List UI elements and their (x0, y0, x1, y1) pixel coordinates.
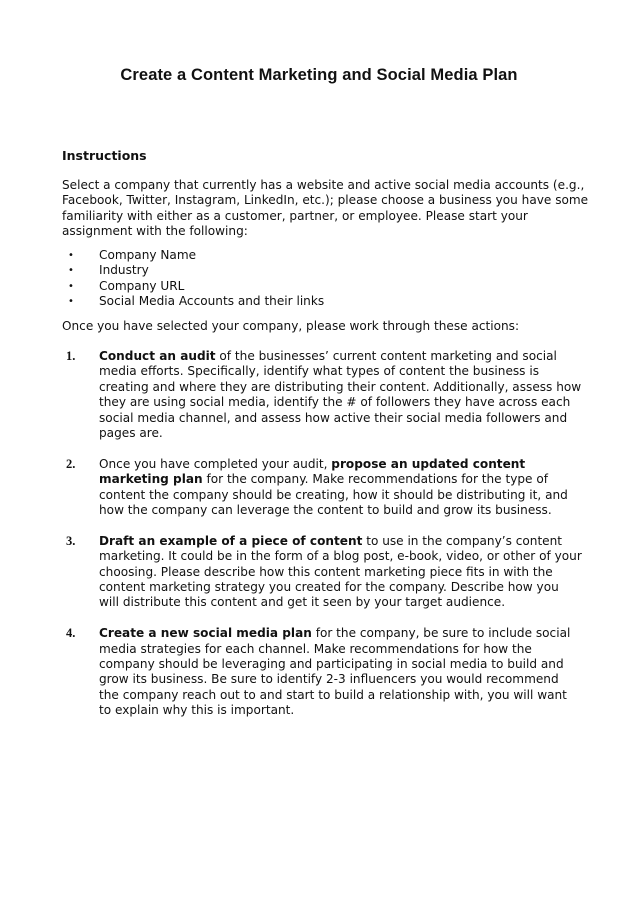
action-text-post: to use in the company’s content marketing. It could be in the form of a blog post, e-book, video, or other of your choosing. Please describe how this content marketing piece fits in with the content marketing strategy you created for the company. Describe how you will distribute this content and get it seen by your target audience. (99, 533, 582, 610)
bullet-icon: • (68, 280, 74, 292)
list-item-text: Company URL (99, 278, 185, 293)
list-item (62, 279, 562, 294)
action-text-bold: Draft an example of a piece of content (99, 533, 363, 548)
instructions-heading: Instructions (62, 148, 147, 163)
action-text-bold: Conduct an audit (99, 349, 216, 363)
action-text-pre: Once you have completed your audit, (99, 456, 332, 471)
intro-paragraph: Select a company that currently has a website and active social media accounts (e.g., Facebook, Twitter, Instagram, LinkedIn, etc.); please choose a business you have some familiarity with either as a customer, partner, or employee. Please start your assignment with the following: (62, 178, 589, 239)
action-number: 3. (66, 533, 76, 548)
action-text-bold: propose an updated content marketing plan (99, 456, 526, 487)
actions-intro-paragraph: Once you have selected your company, please work through these actions: (62, 319, 520, 333)
requirements-list (62, 248, 562, 309)
action-text-post: of the businesses’ current content marketing and social media efforts. Specifically, identify what types of content the business is creating and where they are distributing their content. Additionally, assess how they are using social media, identify the # of followers they have across each social media channel, and assess how active their social media followers and pages are. (99, 349, 582, 441)
action-text-post: for the company. Make recommendations for the type of content the company should be creating, how it should be distributing it, and how the company can leverage the content to build and grow its business. (99, 472, 568, 518)
action-number: 2. (66, 456, 76, 471)
action-text-post: for the company, be sure to include social media strategies for each channel. Make recommendations for how the company should be leveraging and participating in social media to build and grow its business. Be sure to identify 2-3 influencers you would recommend the company reach out to and start to build a relationship with, you will want to explain why this is important. (99, 626, 571, 718)
action-item (62, 626, 582, 718)
list-item (62, 294, 562, 309)
document-title: Create a Content Marketing and Social Media Plan (120, 66, 518, 84)
action-item (62, 534, 582, 611)
list-item-text: Industry (99, 263, 149, 278)
list-item (62, 248, 562, 263)
list-item (62, 263, 562, 278)
action-item (62, 349, 582, 441)
action-number: 4. (66, 626, 76, 641)
bullet-icon: • (68, 265, 74, 277)
bullet-icon: • (68, 295, 74, 307)
action-text-bold: Create a new social media plan (99, 626, 312, 641)
list-item-text: Social Media Accounts and their links (99, 293, 325, 308)
list-item-text: Company Name (99, 248, 197, 262)
bullet-icon: • (68, 250, 74, 261)
action-number: 1. (66, 349, 76, 363)
actions-list (62, 349, 582, 734)
action-item (62, 457, 582, 519)
